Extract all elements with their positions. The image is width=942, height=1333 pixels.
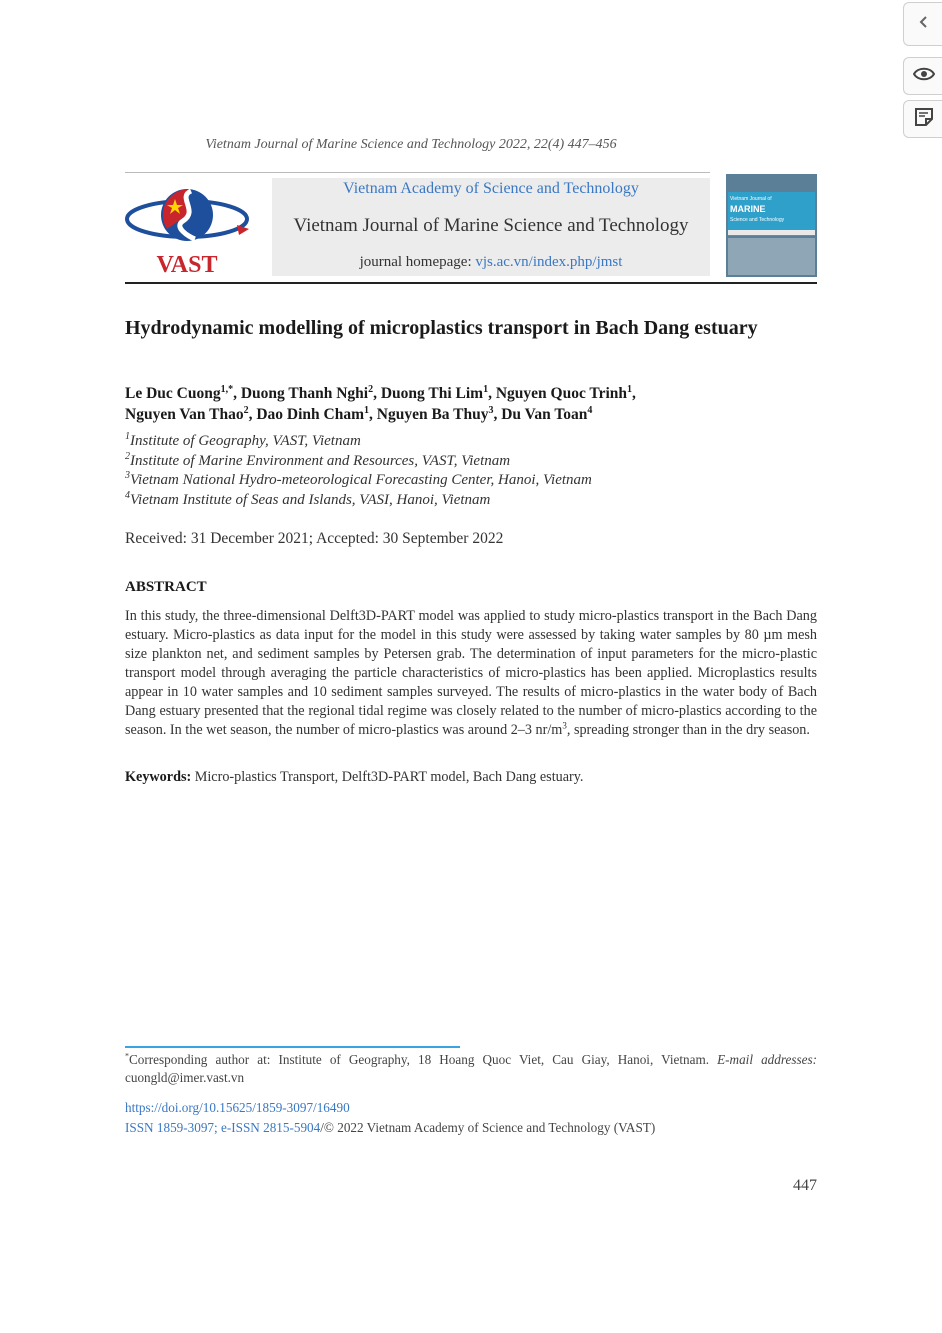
vast-logo	[125, 177, 255, 277]
running-head	[0, 137, 942, 153]
author: Dao Dinh Cham$^1$,	[256, 404, 377, 423]
affiliation: $^3$Vietnam National Hydro-meteorological Forecasting Center, Hanoi, Vietnam	[125, 470, 592, 488]
author: Duong Thanh Nghi$^2$,	[240, 383, 381, 402]
cover-strip	[728, 230, 815, 235]
homepage-label: journal homepage:	[359, 254, 476, 270]
running-head-text: Vietnam Journal of Marine Science and Technology 2022, 22(4) 447–456	[205, 137, 617, 152]
author-list	[125, 383, 817, 425]
keywords-text: Micro-plastics Transport, Delft3D-PART model, Bach Dang estuary.	[191, 769, 584, 785]
journal-homepage	[272, 254, 710, 271]
abstract-heading: ABSTRACT	[125, 579, 207, 595]
notes-button[interactable]	[903, 100, 942, 138]
keywords-label: Keywords:	[125, 769, 192, 785]
view-toggle-button[interactable]	[903, 57, 942, 95]
doi-link[interactable]: https://doi.org/10.15625/1859-3097/16490	[125, 1100, 350, 1115]
academy-name: Vietnam Academy of Science and Technology	[343, 180, 639, 197]
chevron-left-icon	[917, 15, 931, 34]
corresponding-author-footnote: *Corresponding author at: Institute of Geography, 18 Hoang Quoc Viet, Cau Giay, Hanoi, Vietnam. E-mail addresses: cuongld@imer.vast.vn	[125, 1051, 817, 1085]
homepage-link[interactable]: vjs.ac.vn/index.php/jmst	[475, 254, 623, 270]
keywords	[125, 769, 817, 786]
author: Nguyen Van Thao$^2$,	[125, 404, 257, 423]
issn-line	[125, 1120, 655, 1136]
affiliations	[125, 432, 817, 510]
received-accepted-dates: Received: 31 December 2021; Accepted: 30 September 2022	[125, 530, 504, 547]
header-rule-bottom	[125, 282, 817, 284]
author: Nguyen Quoc Trinh$^1$,	[495, 383, 636, 402]
logo-text: VAST	[156, 252, 218, 277]
note-icon	[914, 107, 934, 132]
journal-header-band	[272, 178, 710, 276]
header-rule-top	[125, 172, 710, 173]
cover-line2: MARINE	[730, 204, 766, 214]
affiliation: $^1$Institute of Geography, VAST, Vietnam	[125, 431, 361, 449]
article-title: Hydrodynamic modelling of microplastics transport in Bach Dang estuary	[125, 317, 758, 339]
author-email: cuongld@imer.vast.vn	[125, 1069, 245, 1085]
author: Du Van Toan$^4$	[501, 404, 593, 423]
cover-line1: Vietnam Journal of	[730, 196, 772, 202]
eye-icon	[913, 67, 935, 86]
journal-name: Vietnam Journal of Marine Science and Technology	[293, 215, 689, 236]
journal-cover-thumbnail	[726, 174, 817, 277]
author: Le Duc Cuong$^{1,*}$,	[125, 383, 241, 402]
cover-line3: Science and Technology	[730, 217, 785, 223]
footnote-rule	[125, 1046, 460, 1048]
collapse-sidebar-button[interactable]	[903, 2, 942, 46]
affiliation: $^2$Institute of Marine Environment and Resources, VAST, Vietnam	[125, 450, 511, 469]
affiliation: $^4$Vietnam Institute of Seas and Islands, VASI, Hanoi, Vietnam	[125, 489, 491, 508]
cover-lower	[728, 238, 815, 275]
abstract-text: In this study, the three-dimensional Delft3D-PART model was applied to study micro-plastics transport in the Bach Dang estuary. Micro-plastics as data input for the model in this study were assessed by taking water samples by 80 µm mesh size plankton net, and sediment samples by Petersen grab. The determination of input parameters for the micro-plastic transport model through averaging the particle characteristics of micro-plastics has been applied. Microplastics results appear in 10 water samples and 10 sediment samples surveyed. The results of micro-plastics in the water body of Bach Dang estuary presented that the regional tidal regime was closely related to the number of micro-plastics according to the season. In the wet season, the number of micro-plastics was around 2–3 $nr/m^3$, spreading stronger than in the dry season.	[125, 608, 817, 738]
page-number: 447	[793, 1177, 817, 1194]
author: Nguyen Ba Thuy$^3$,	[376, 404, 502, 423]
copyright-text: /© 2022 Vietnam Academy of Science and Technology (VAST)	[320, 1120, 656, 1135]
author: Duong Thi Lim$^1$,	[380, 383, 496, 402]
issn-link[interactable]: ISSN 1859-3097; e-ISSN 2815-5904	[125, 1120, 321, 1135]
